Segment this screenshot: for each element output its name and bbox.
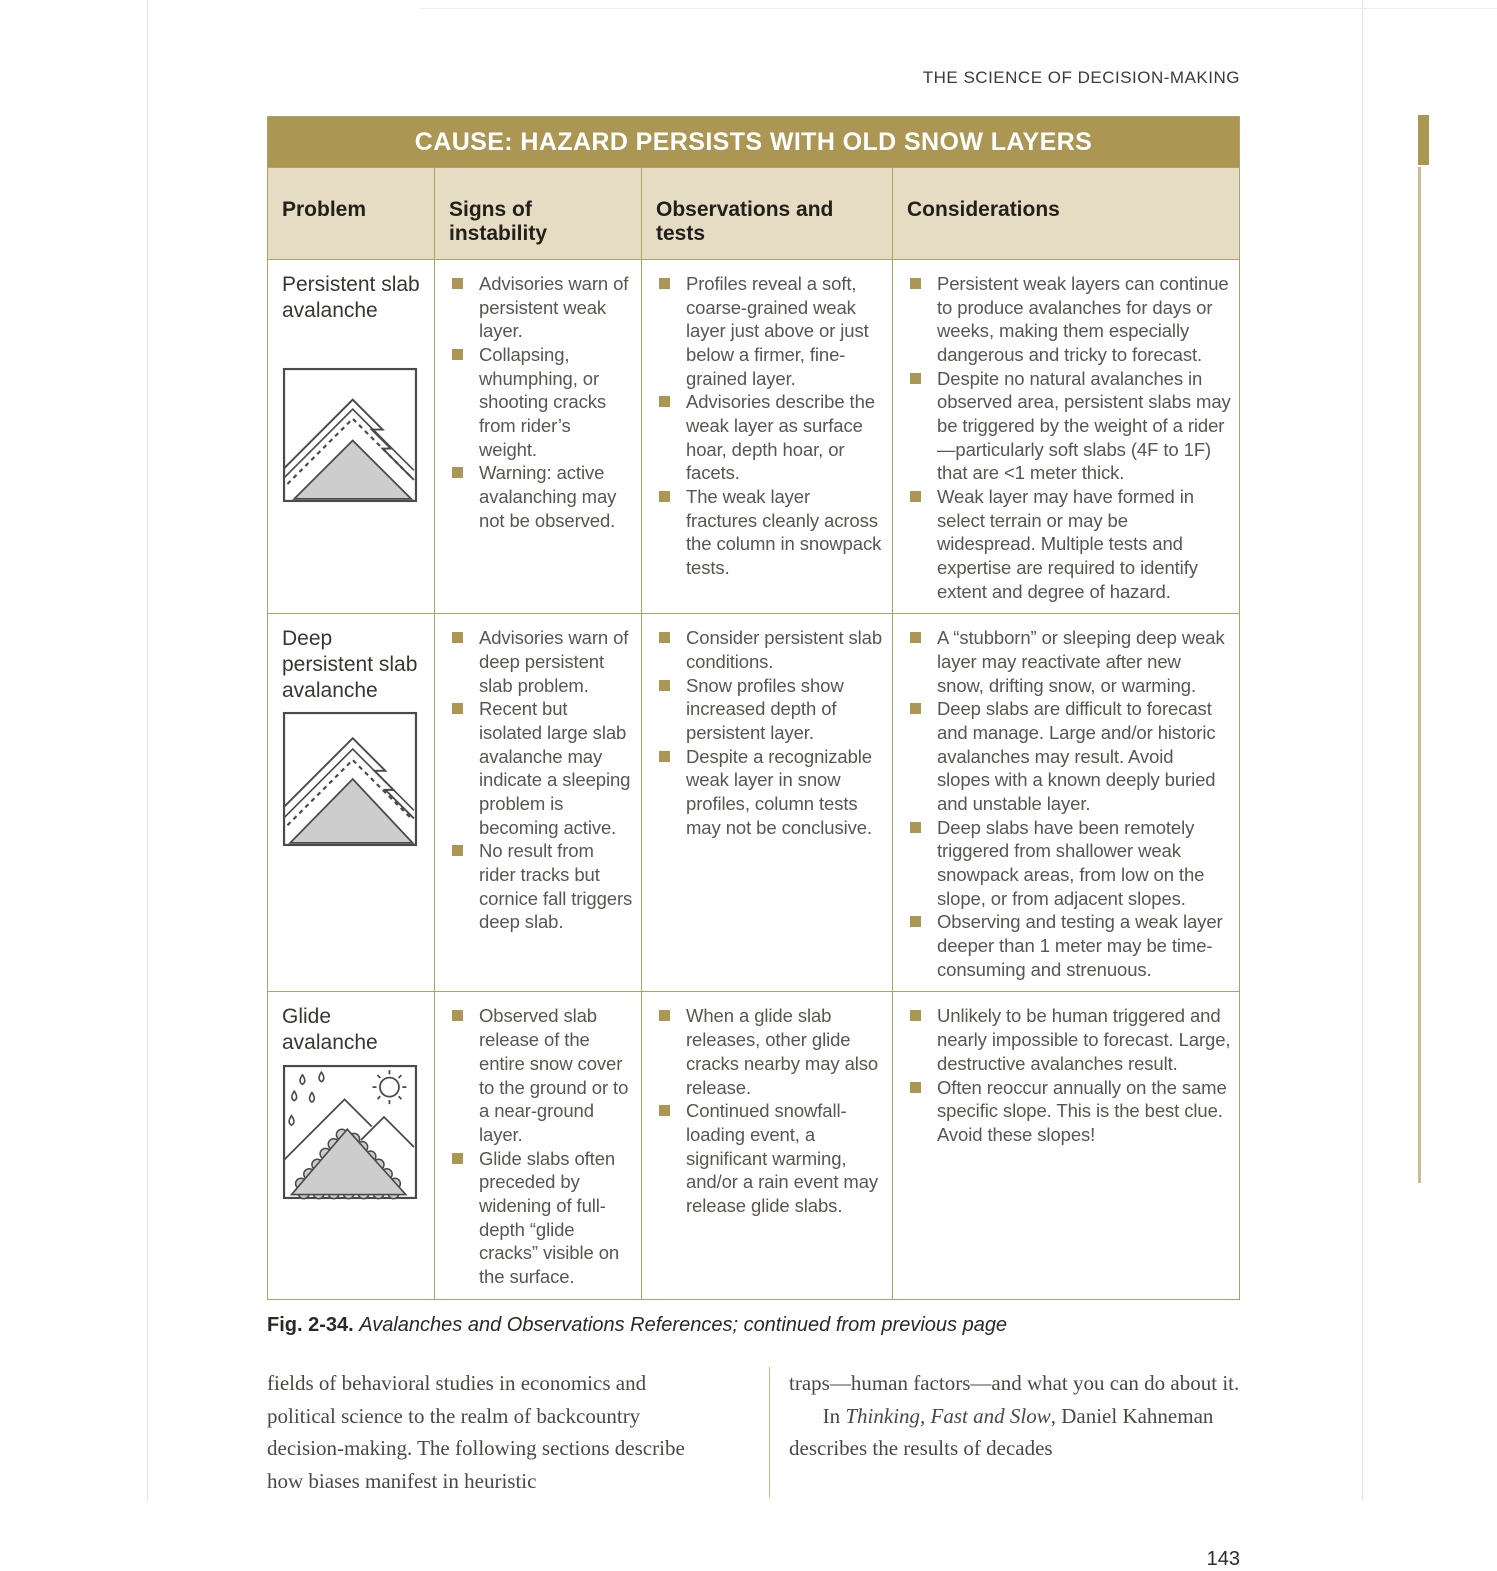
body-text-run: In: [822, 1403, 846, 1428]
bullet-item: Observed slab release of the entire snow cover to the ground or to a near-ground layer.: [449, 1004, 633, 1146]
bullet-item: The weak layer fractures cleanly across the column in snowpack tests.: [656, 485, 884, 580]
page-number: 143: [1206, 1548, 1240, 1571]
bullet-list: [656, 1004, 884, 1217]
deep-layered-slab-diagram-icon: [282, 711, 418, 847]
figure-caption: [267, 1314, 1240, 1337]
figure-caption-label: Fig. 2-34.: [267, 1313, 354, 1336]
table-row-glide: [268, 991, 1239, 1298]
table-row-persistent-slab: [268, 259, 1239, 613]
book-title-italic: Thinking, Fast and Slow: [845, 1403, 1051, 1428]
problem-cell: [268, 992, 434, 1298]
bullet-list: [656, 272, 884, 580]
bullet-item: Deep slabs have been remotely triggered from shallower weak snowpack areas, from low on the slope, or from adjacent slopes.: [907, 816, 1231, 911]
page-edge-line: [1362, 0, 1363, 1500]
page-edge-line: [147, 0, 148, 1500]
problem-cell: [268, 260, 434, 613]
avalanche-reference-table: [267, 116, 1240, 1300]
bullet-item: Advisories describe the weak layer as surface hoar, depth hoar, or facets.: [656, 390, 884, 485]
considerations-cell: [892, 992, 1239, 1298]
body-paragraph: traps—human factors—and what you can do about it.: [789, 1370, 1240, 1395]
bullet-item: Warning: active avalanching may not be observed.: [449, 461, 633, 532]
bullet-item: Continued snowfall-loading event, a significant warming, and/or a rain event may release glide slabs.: [656, 1099, 884, 1217]
table-title: CAUSE: HAZARD PERSISTS WITH OLD SNOW LAYERS: [268, 117, 1239, 167]
column-header-signs: Signs of instability: [434, 168, 641, 259]
table-header-row: [268, 167, 1239, 259]
bullet-list: [907, 626, 1231, 981]
problem-name: Glide avalanche: [282, 1005, 378, 1055]
problem-cell: [268, 614, 434, 991]
page-content: [267, 0, 1240, 1571]
bullet-item: Advisories warn of persistent weak layer.: [449, 272, 633, 343]
column-header-problem: Problem: [282, 198, 367, 221]
bullet-item: Weak layer may have formed in select terrain or may be widespread. Multiple tests and expertise are required to identify extent and degree of hazard.: [907, 485, 1231, 603]
running-header: THE SCIENCE OF DECISION-MAKING: [922, 68, 1240, 87]
bullet-list: [907, 1004, 1231, 1146]
layered-slab-diagram-icon: [282, 367, 418, 503]
column-header-considerations: Considerations: [892, 168, 1239, 259]
bullet-item: No result from rider tracks but cornice fall triggers deep slab.: [449, 839, 633, 934]
bullet-list: [449, 272, 633, 532]
body-text-left-column: [267, 1367, 770, 1499]
problem-name: Persistent slab avalanche: [282, 273, 420, 322]
bullet-item: A “stubborn” or sleeping deep weak layer may reactivate after new snow, drifting snow, or warming.: [907, 626, 1231, 697]
signs-cell: [434, 614, 641, 991]
bullet-item: Often reoccur annually on the same specific slope. This is the best clue. Avoid these slopes!: [907, 1076, 1231, 1147]
column-header-observations: Observations and tests: [641, 168, 892, 259]
bullet-list: [907, 272, 1231, 603]
observations-cell: [641, 614, 892, 991]
facing-page-table-edge: [1418, 115, 1429, 165]
bullet-item: Advisories warn of deep persistent slab problem.: [449, 626, 633, 697]
bullet-item: Recent but isolated large slab avalanche may indicate a sleeping problem is becoming active.: [449, 697, 633, 839]
bullet-item: Glide slabs often preceded by widening of full-depth “glide cracks” visible on the surface.: [449, 1147, 633, 1289]
bullet-item: Observing and testing a weak layer deeper than 1 meter may be time-consuming and strenuous.: [907, 910, 1231, 981]
observations-cell: [641, 992, 892, 1298]
bullet-item: Profiles reveal a soft, coarse-grained weak layer just above or just below a firmer, fine-grained layer.: [656, 272, 884, 390]
considerations-cell: [892, 260, 1239, 613]
bullet-item: Collapsing, whumphing, or shooting cracks from rider’s weight.: [449, 343, 633, 461]
signs-cell: [434, 260, 641, 613]
observations-cell: [641, 260, 892, 613]
glide-rain-sun-diagram-icon: [282, 1064, 418, 1200]
bullet-list: [449, 1004, 633, 1288]
figure-caption-text: Avalanches and Observations References; continued from previous page: [359, 1313, 1008, 1336]
bullet-item: Despite a recognizable weak layer in snow profiles, column tests may not be conclusive.: [656, 745, 884, 840]
bullet-item: Deep slabs are difficult to forecast and manage. Large and/or historic avalanches may result. Avoid slopes with a known deeply buried and unstable layer.: [907, 697, 1231, 815]
bullet-list: [656, 626, 884, 839]
bullet-item: Unlikely to be human triggered and nearly impossible to forecast. Large, destructive avalanches result.: [907, 1004, 1231, 1075]
bullet-item: Despite no natural avalanches in observed area, persistent slabs may be triggered by the weight of a rider—particularly soft slabs (4F to 1F) that are <1 meter thick.: [907, 367, 1231, 485]
bullet-item: When a glide slab releases, other glide cracks nearby may also release.: [656, 1004, 884, 1099]
body-text-right-column: [770, 1367, 1240, 1499]
bullet-item: Persistent weak layers can continue to produce avalanches for days or weeks, making them especially dangerous and tricky to forecast.: [907, 272, 1231, 367]
bullet-item: Snow profiles show increased depth of persistent layer.: [656, 674, 884, 745]
facing-page-table-edge: [1418, 167, 1421, 1183]
body-paragraph: fields of behavioral studies in economics and political science to the realm of backcountry decision-making. The following sections describe how biases manifest in heuristic: [267, 1370, 685, 1494]
problem-name: Deep persistent slab avalanche: [282, 627, 418, 702]
table-row-deep-persistent-slab: [268, 613, 1239, 991]
body-paragraph: [789, 1400, 1240, 1466]
body-text: [267, 1367, 1240, 1499]
bullet-item: Consider persistent slab conditions.: [656, 626, 884, 673]
signs-cell: [434, 992, 641, 1298]
body-text-run: , Daniel Kahneman describes the results of decades: [789, 1403, 1214, 1461]
bullet-list: [449, 626, 633, 934]
considerations-cell: [892, 614, 1239, 991]
